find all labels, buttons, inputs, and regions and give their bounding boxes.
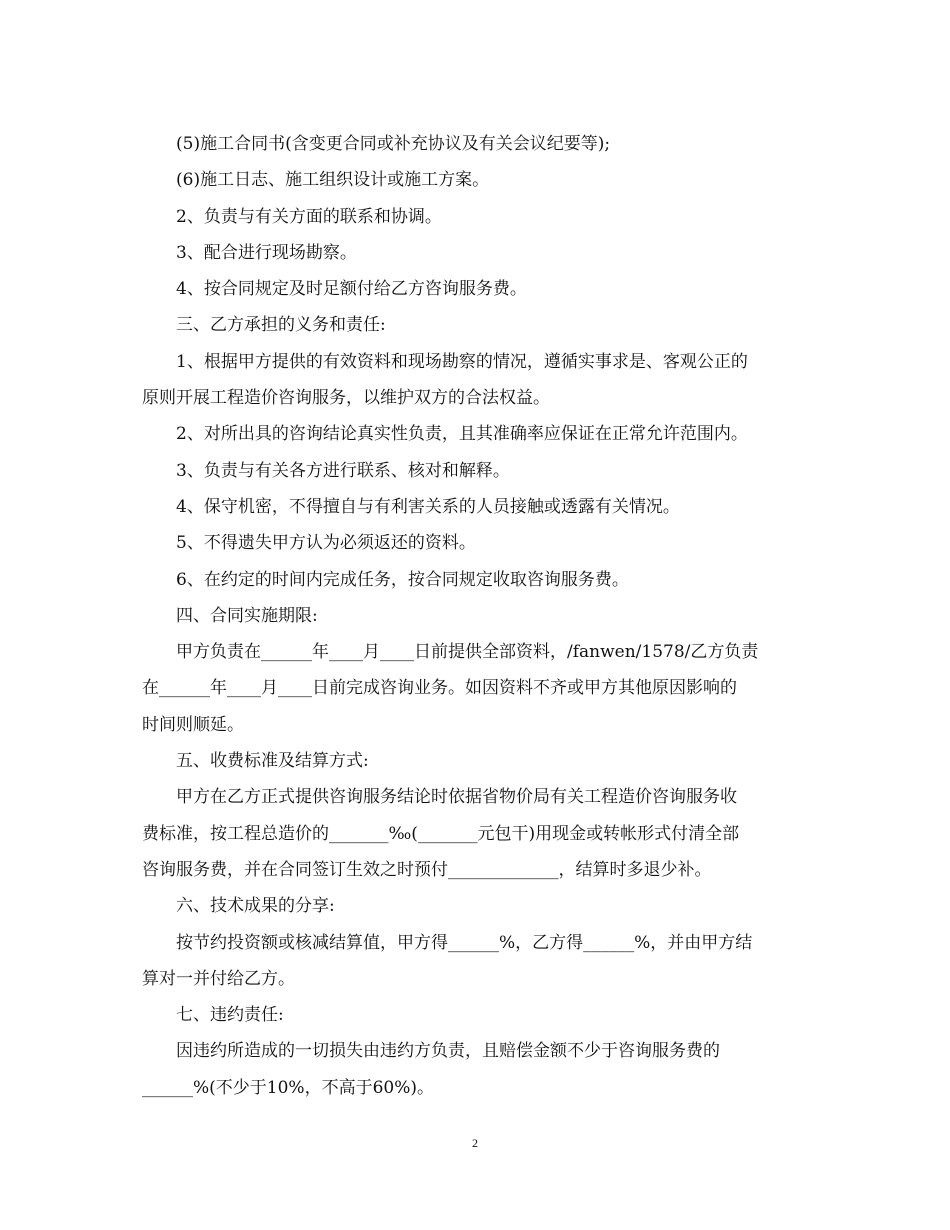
paragraph-line: 4、按合同规定及时足额付给乙方咨询服务费。 xyxy=(176,279,527,300)
section-heading: 四、合同实施期限: xyxy=(176,605,318,626)
paragraph-line: 1、根据甲方提供的有效资料和现场勘察的情况，遵循实事求是、客观公正的 xyxy=(176,351,748,372)
paragraph-line: (6)施工日志、施工组织设计或施工方案。 xyxy=(176,170,490,191)
page-number: 2 xyxy=(472,1136,478,1150)
section-heading: 三、乙方承担的义务和责任: xyxy=(176,315,386,336)
paragraph-line: 6、在约定的时间内完成任务，按合同规定收取咨询服务费。 xyxy=(176,569,629,590)
paragraph-line: 4、保守机密，不得擅自与有利害关系的人员接触或透露有关情况。 xyxy=(176,496,680,517)
paragraph-line: 因违约所造成的一切损失由违约方负责，且赔偿金额不少于咨询服务费的 xyxy=(176,1041,720,1062)
paragraph-line: 甲方负责在______年____月____日前提供全部资料，/fanwen/1578/乙方负责 xyxy=(176,642,759,663)
paragraph-line: 2、对所出具的咨询结论真实性负责，且其准确率应保证在正常允许范围内。 xyxy=(176,424,748,445)
paragraph-line: (5)施工合同书(含变更合同或补充协议及有关会议纪要等); xyxy=(176,134,611,154)
paragraph-line: 5、不得遗失甲方认为必须返还的资料。 xyxy=(176,533,476,554)
paragraph-line: 按节约投资额或核减结算值，甲方得______%，乙方得______%，并由甲方结 xyxy=(176,932,753,953)
paragraph-line: 在______年____月____日前完成咨询业务。如因资料不齐或甲方其他原因影响的 xyxy=(142,678,737,699)
paragraph-line: 费标准，按工程总造价的_______‰(_______元包干)用现金或转帐形式付清全部 xyxy=(142,823,740,844)
paragraph-line: 3、负责与有关各方进行联系、核对和解释。 xyxy=(176,460,510,481)
paragraph-line: 3、配合进行现场勘察。 xyxy=(176,242,357,263)
paragraph-line: 咨询服务费，并在合同签订生效之时预付_____________，结算时多退少补。 xyxy=(142,859,712,880)
paragraph-line: 时间则顺延。 xyxy=(142,714,244,735)
paragraph-line: 算对一并付给乙方。 xyxy=(142,968,295,989)
paragraph-line: 原则开展工程造价咨询服务，以维护双方的合法权益。 xyxy=(142,388,550,409)
section-heading: 七、违约责任: xyxy=(176,1005,284,1026)
paragraph-line: 2、负责与有关方面的联系和协调。 xyxy=(176,206,442,227)
section-heading: 五、收费标准及结算方式: xyxy=(176,751,369,772)
document-body xyxy=(142,126,806,1106)
paragraph-line: 甲方在乙方正式提供咨询服务结论时依据省物价局有关工程造价咨询服务收 xyxy=(176,787,737,808)
paragraph-line: ______%(不少于10%，不高于60%)。 xyxy=(142,1077,434,1098)
section-heading: 六、技术成果的分享: xyxy=(176,896,335,917)
